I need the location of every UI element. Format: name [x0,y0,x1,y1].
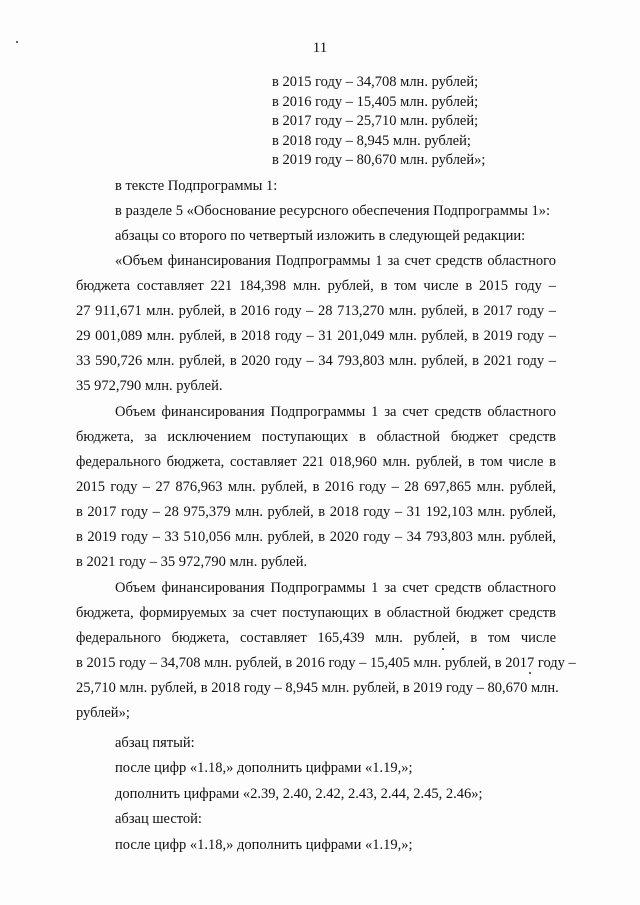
intro-subprogram-text: в тексте Подпрограммы 1: [115,178,278,194]
scan-speck [16,41,18,43]
para2-line: 2015 году – 27 876,963 млн. рублей, в 2016 году – 28 697,865 млн. рублей, [76,479,556,495]
after-118-instruction: после цифр «1.18,» дополнить цифрами «1.19,»; [115,837,413,853]
add-digits-instruction: дополнить цифрами «2.39, 2.40, 2.42, 2.43, 2.44, 2.45, 2.46»; [115,786,483,802]
para2-line: бюджета, за исключением поступающих в областной бюджет средств [76,429,556,445]
funding-list-item: в 2016 году – 15,405 млн. рублей; [272,93,479,110]
funding-list-item: в 2017 году – 25,710 млн. рублей; [272,113,479,129]
para3-line: в 2015 году – 34,708 млн. рублей, в 2016 году – 15,405 млн. рублей, в 2017 году – [76,655,576,671]
funding-list-item: в 2018 году – 8,945 млн. рублей; [272,132,471,149]
funding-list-item: в 2015 году – 34,708 млн. рублей; [272,74,479,90]
para3-line: рублей»; [76,705,130,721]
para6-heading: абзац шестой: [115,811,202,827]
para3-line: федерального бюджета, составляет 165,439 млн. рублей, в том числе [76,630,556,646]
para3-line: 25,710 млн. рублей, в 2018 году – 8,945 млн. рублей, в 2019 году – 80,670 млн. [76,680,559,696]
para2-line: в 2017 году – 28 975,379 млн. рублей, в 2018 году – 31 192,103 млн. рублей, [76,504,556,520]
para1-line: бюджета составляет 221 184,398 млн. рублей, в том числе в 2015 году – [76,278,556,294]
para1-line: 35 972,790 млн. рублей. [76,378,223,394]
para2-line: в 2021 году – 35 972,790 млн. рублей. [76,554,308,570]
intro-section5: в разделе 5 «Обоснование ресурсного обеспечения Подпрограммы 1»: [115,203,550,219]
para3-line: бюджета, формируемых за счет поступающих в областной бюджет средств [76,605,556,621]
scan-speck [442,648,444,650]
para2-line: Объем финансирования Подпрограммы 1 за счет средств областного [115,404,556,420]
para1-line: 29 001,089 млн. рублей, в 2018 году – 31 201,049 млн. рублей, в 2019 году – [76,328,556,344]
scan-speck [529,672,531,674]
para2-line: в 2019 году – 33 510,056 млн. рублей, в 2020 году – 34 793,803 млн. рублей, [76,529,556,545]
para2-line: федерального бюджета, составляет 221 018,960 млн. рублей, в том числе в [76,454,556,470]
para5-heading: абзац пятый: [115,735,195,751]
funding-year-list [272,73,485,171]
para1-line: 33 590,726 млн. рублей, в 2020 году – 34 793,803 млн. рублей, в 2021 году – [76,353,556,369]
intro-paragraphs-instruction: абзацы со второго по четвертый изложить в следующей редакции: [115,228,526,244]
after-118-instruction: после цифр «1.18,» дополнить цифрами «1.19,»; [115,760,413,776]
page-number: 11 [312,40,328,56]
para1-line: 27 911,671 млн. рублей, в 2016 году – 28 713,270 млн. рублей, в 2017 году – [76,303,556,319]
para3-line: Объем финансирования Подпрограммы 1 за счет средств областного [115,580,556,596]
funding-list-item: в 2019 году – 80,670 млн. рублей»; [272,152,486,168]
para1-line: «Объем финансирования Подпрограммы 1 за счет средств областного [115,253,556,269]
